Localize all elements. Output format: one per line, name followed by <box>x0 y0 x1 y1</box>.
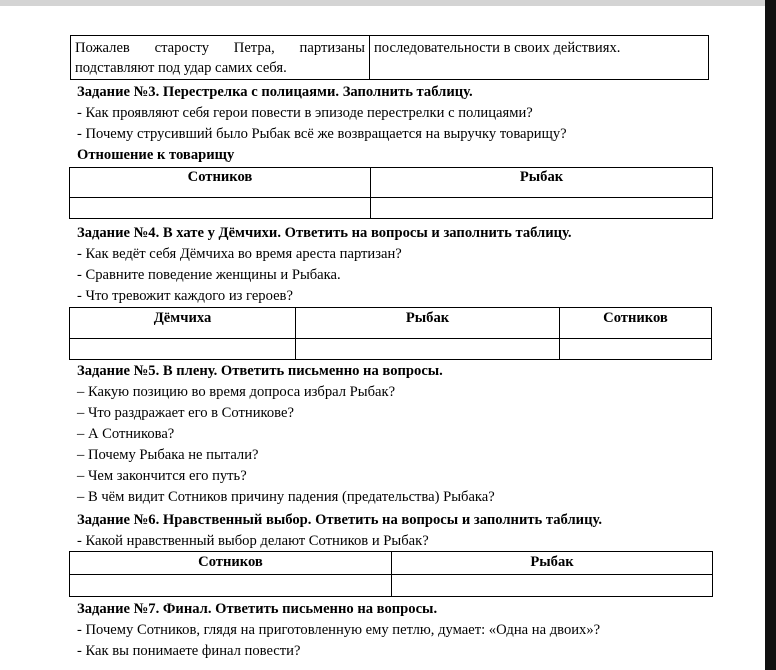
task7-title: Задание №7. Финал. Ответить письменно на вопросы. <box>77 601 438 617</box>
table-cell <box>70 339 296 360</box>
table-header-cell: Рыбак <box>371 168 713 198</box>
table-row <box>70 575 713 597</box>
window-right-edge <box>765 0 776 670</box>
table-cell <box>71 36 370 80</box>
task5-title: Задание №5. В плену. Ответить письменно на вопросы. <box>77 363 443 379</box>
task5-question-1: – Какую позицию во время допроса избрал Рыбак? <box>77 384 396 400</box>
table-cell <box>371 198 713 219</box>
task6-table <box>69 551 713 597</box>
task7-question-2: - Как вы понимаете финал повести? <box>77 643 301 659</box>
task3-question-2: - Почему струсивший было Рыбак всё же возвращается на выручку товарищу? <box>77 126 567 142</box>
table-header-row <box>70 308 712 339</box>
task4-question-1: - Как ведёт себя Дёмчиха во время ареста партизан? <box>77 246 402 262</box>
table-cell <box>70 198 371 219</box>
task5-question-6: – В чём видит Сотников причину падения (предательства) Рыбака? <box>77 489 495 505</box>
table-header-cell: Рыбак <box>392 552 713 575</box>
table-cell <box>70 575 392 597</box>
task5-question-4: – Почему Рыбака не пытали? <box>77 447 259 463</box>
task4-question-2: - Сравните поведение женщины и Рыбака. <box>77 267 341 283</box>
cell-line: Пожалев старосту Петра, партизаны <box>75 40 365 56</box>
table-cell <box>560 339 712 360</box>
previous-task-table-fragment <box>70 35 709 80</box>
task3-title: Задание №3. Перестрелка с полицаями. Заполнить таблицу. <box>77 84 473 100</box>
table-header-cell: Сотников <box>560 308 712 339</box>
table-row <box>71 36 709 80</box>
table-header-cell: Рыбак <box>296 308 560 339</box>
table-header-cell: Сотников <box>70 552 392 575</box>
table-header-row <box>70 168 713 198</box>
table-header-cell: Дёмчиха <box>70 308 296 339</box>
task5-question-2: – Что раздражает его в Сотникове? <box>77 405 294 421</box>
task4-title: Задание №4. В хате у Дёмчихи. Ответить на вопросы и заполнить таблицу. <box>77 225 572 241</box>
task7-question-1: - Почему Сотников, глядя на приготовленную ему петлю, думает: «Одна на двоих»? <box>77 622 601 638</box>
task5-question-5: – Чем закончится его путь? <box>77 468 247 484</box>
task6-title: Задание №6. Нравственный выбор. Ответить на вопросы и заполнить таблицу. <box>77 512 602 528</box>
task6-question-1: - Какой нравственный выбор делают Сотников и Рыбак? <box>77 533 429 549</box>
task3-subtitle: Отношение к товарищу <box>77 147 235 163</box>
table-row <box>70 198 713 219</box>
table-cell <box>392 575 713 597</box>
task4-table <box>69 307 712 360</box>
task4-question-3: - Что тревожит каждого из героев? <box>77 288 293 304</box>
table-cell <box>370 36 709 80</box>
task3-question-1: - Как проявляют себя герои повести в эпизоде перестрелки с полицаями? <box>77 105 533 121</box>
table-cell <box>296 339 560 360</box>
table-row <box>70 339 712 360</box>
task5-question-3: – А Сотникова? <box>77 426 175 442</box>
cell-line: последовательности в своих действиях. <box>374 40 621 56</box>
cell-line: подставляют под удар самих себя. <box>75 60 287 76</box>
table-header-cell: Сотников <box>70 168 371 198</box>
task3-table <box>69 167 713 219</box>
table-header-row <box>70 552 713 575</box>
